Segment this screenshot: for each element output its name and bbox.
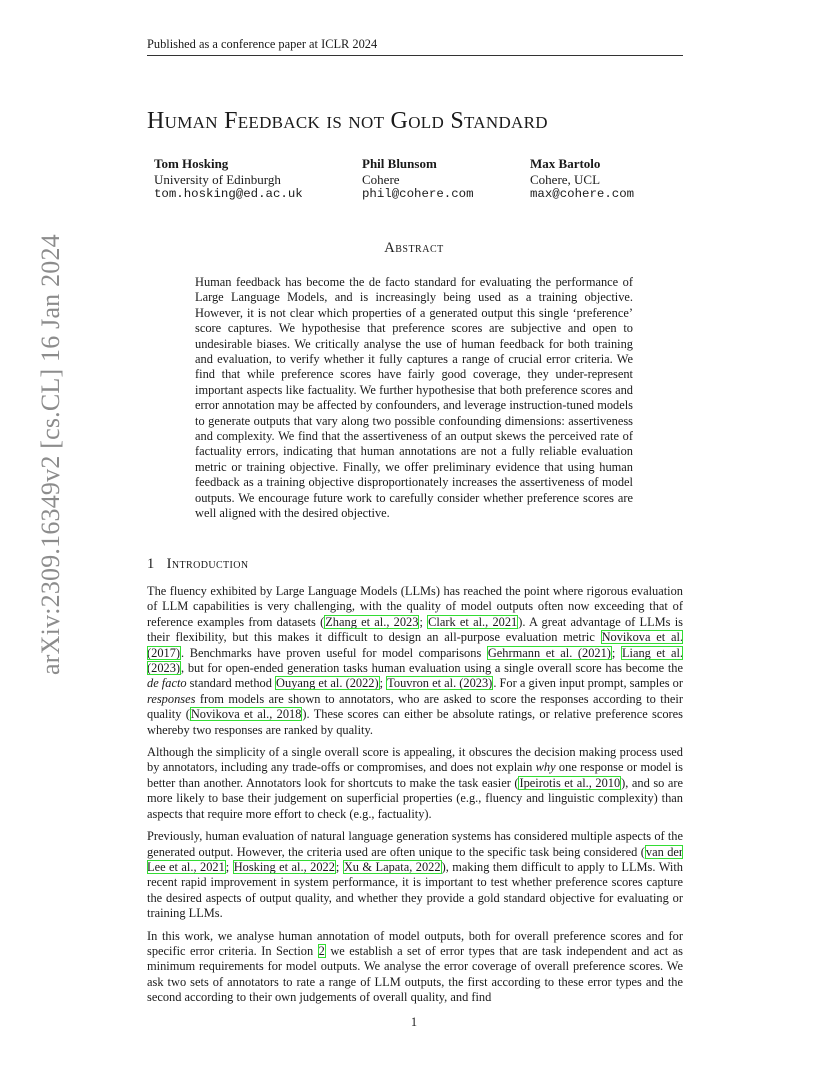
section-heading: [147, 556, 249, 573]
author-block-1: [154, 156, 303, 203]
author-email: tom.hosking@ed.ac.uk: [154, 187, 303, 202]
text-run: Previously, human evaluation of natural language generation systems has considered multiple aspects of the generated output. However, the criteria used are often unique to the specific task being considered (: [147, 829, 683, 859]
arxiv-identifier-stamp: arXiv:2309.16349v2 [cs.CL] 16 Jan 2024: [36, 234, 65, 675]
text-run: The fluency exhibited by Large Language Models (LLMs) has reached the point where rigorous evaluation of LLM capabilities is very challenging, with the quality of model outputs often now exceeding that of reference examples from datasets (: [147, 584, 683, 629]
text-run: , but for open-ended generation tasks human evaluation using a single overall score has become the: [181, 661, 683, 676]
author-name: Tom Hosking: [154, 156, 229, 171]
section-title: Introduction: [166, 556, 249, 572]
text-run: In this work, we analyse human annotation of model outputs, both for overall preference scores and for specific error criteria. In Section: [147, 928, 683, 958]
text-run: Although the simplicity of a single overall score is appealing, it obscures the decision making process used by annotators, including any trade-offs or compromises, and does not explain: [147, 745, 683, 775]
running-head: Published as a conference paper at ICLR 2024: [147, 36, 683, 56]
citation-link[interactable]: Ouyang et al. (2022): [276, 676, 379, 691]
text-run: ;: [225, 859, 233, 874]
author-affiliation: Cohere, UCL: [530, 171, 601, 187]
paragraph-1: [147, 584, 683, 738]
text-run: ;: [335, 859, 343, 874]
text-run: ), and so are more likely to base their judgement on superficial properties (e.g., fluency and linguistic complexity) than aspects that require more effort to check (e.g., factuality).: [147, 775, 683, 821]
text-run: standard method: [186, 676, 276, 691]
citation-link[interactable]: Ipeirotis et al., 2010: [519, 775, 621, 790]
citation-link[interactable]: Liang et al. (2023): [147, 645, 683, 676]
emphasis: responses: [147, 691, 196, 706]
emphasis: why: [535, 760, 556, 775]
author-block-3: [530, 156, 634, 203]
text-run: ). A great advantage of LLMs is their flexibility, but this makes it difficult to design an all-purpose evaluation metric: [147, 614, 683, 645]
abstract-heading: Abstract: [384, 240, 444, 256]
author-affiliation: Cohere: [362, 171, 400, 187]
text-run: ), making them difficult to apply to LLMs. With recent rapid improvement in system performance, it is important to test whether preference scores capture the desired aspects of output quality, and whether they provide a gold standard objective for evaluating or training LLMs.: [147, 859, 683, 921]
author-name: Phil Blunsom: [362, 156, 437, 171]
citation-link[interactable]: Hosking et al., 2022: [233, 859, 335, 874]
page-number: 1: [410, 1015, 418, 1029]
abstract-text: Human feedback has become the de facto standard for evaluating the performance of Large Language Models, and is increasingly being used as a training objective. However, it is not clear which properties of a generated output this single ‘preference’ score captures. We hypothesise that preference scores are subjective and open to undesirable biases. We critically analyse the use of human feedback for both training and evaluation, to verify whether it fully captures a range of crucial error criteria. We find that while preference scores have fairly good coverage, they under-represent important aspects like factuality. We further hypothesise that both preference scores and error annotation may be affected by confounders, and leverage instruction-tuned models to generate outputs that vary along two possible confounding dimensions: assertiveness and complexity. We find that the assertiveness of an output skews the perceived rate of factuality errors, indicating that human annotations are not a fully reliable evaluation metric or training objective. Finally, we offer preliminary evidence that using human feedback as a training objective disproportionately increases the assertiveness of model outputs. We encourage future work to carefully consider whether preference scores are well aligned with the desired objective.: [195, 275, 633, 521]
author-email: max@cohere.com: [530, 187, 635, 202]
paper-title: Human Feedback is not Gold Standard: [147, 108, 548, 134]
author-block-2: [362, 156, 474, 203]
citation-link[interactable]: Gehrmann et al. (2021): [487, 645, 611, 660]
section-number: 1: [147, 556, 155, 572]
text-run: . Benchmarks have proven useful for model comparisons: [181, 645, 487, 660]
paragraph-4: [147, 929, 683, 1006]
text-run: ;: [379, 676, 387, 691]
text-run: ;: [611, 645, 621, 660]
emphasis: de facto: [147, 676, 187, 691]
introduction-body: [147, 584, 683, 1013]
paragraph-3: [147, 829, 683, 921]
citation-link[interactable]: Clark et al., 2021: [428, 614, 518, 629]
paragraph-2: [147, 745, 683, 822]
author-affiliation: University of Edinburgh: [154, 171, 281, 187]
text-run: we establish a set of error types that are task independent and act as minimum requirements for model outputs. We analyse the error coverage of overall preference scores. We ask two sets of annotators to rate a range of LLM outputs, the first according to these error types and the second according to their own judgements of overall quality, and find: [147, 943, 683, 1005]
citation-link[interactable]: Xu & Lapata, 2022: [343, 859, 441, 874]
citation-link[interactable]: Zhang et al., 2023: [325, 614, 419, 629]
citation-link[interactable]: van der Lee et al., 2021: [147, 844, 684, 874]
citation-link[interactable]: Novikova et al. (2017): [147, 630, 683, 660]
text-run: from models are shown to annotators, who are asked to score the responses according to their quality (: [147, 691, 683, 722]
text-run: ;: [419, 614, 428, 629]
citation-link[interactable]: Novikova et al., 2018: [190, 707, 302, 722]
citation-link[interactable]: Touvron et al. (2023): [387, 676, 493, 691]
text-run: one response or model is better than another. Annotators look for shortcuts to make the task easier (: [147, 760, 684, 790]
text-run: ). These scores can either be absolute ratings, or relative preference scores whereby two responses are ranked by quality.: [147, 707, 683, 737]
author-name: Max Bartolo: [530, 156, 601, 171]
section-reference-link[interactable]: 2: [318, 943, 325, 958]
author-email: phil@cohere.com: [362, 187, 474, 202]
text-run: . For a given input prompt, samples or: [493, 676, 683, 691]
